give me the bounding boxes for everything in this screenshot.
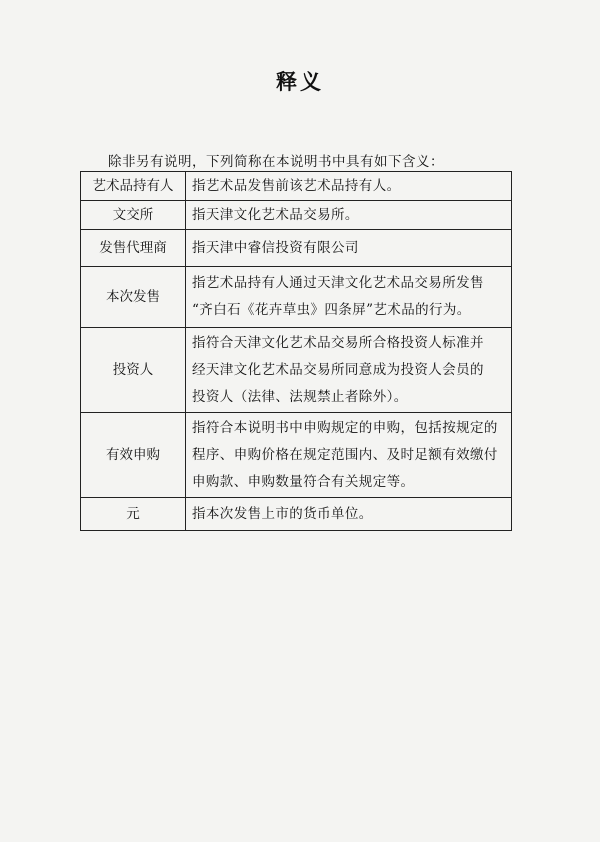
table-row: [81, 498, 512, 531]
definition-line: 指符合天津文化艺术品交易所合格投资人标准并: [192, 334, 484, 351]
term-cell: 发售代理商: [81, 230, 186, 267]
table-row: [81, 413, 512, 498]
definitions-table: [80, 171, 512, 531]
definition-line: 指艺术品持有人通过天津文化艺术品交易所发售: [192, 275, 484, 291]
term-cell: 文交所: [81, 201, 186, 230]
term-cell: 本次发售: [81, 267, 186, 328]
definition-line: 指天津文化艺术品交易所。: [192, 206, 359, 223]
definition-cell: [186, 201, 512, 230]
definition-line: 指符合本说明书中申购规定的申购，包括按规定的: [192, 419, 498, 436]
table-row: [81, 267, 512, 328]
definition-cell: [186, 413, 512, 498]
term-cell: 投资人: [81, 328, 186, 413]
page-title: 释义: [276, 70, 324, 94]
definition-cell: [186, 328, 512, 413]
term-cell: 元: [81, 498, 186, 531]
definition-line: 指天津中睿信投资有限公司: [192, 239, 359, 256]
definition-cell: [186, 498, 512, 531]
table-row: [81, 230, 512, 267]
definition-line: 申购款、申购数量符合有关规定等。: [192, 473, 415, 490]
definition-cell: [186, 267, 512, 328]
table-row: [81, 172, 512, 201]
definition-line: 投资人（法律、法规禁止者除外）。: [192, 388, 408, 405]
intro-text: 除非另有说明，下列简称在本说明书中具有如下含义：: [108, 154, 444, 170]
definition-line: 指本次发售上市的货币单位。: [192, 505, 373, 522]
definition-cell: [186, 230, 512, 267]
definition-line: 指艺术品发售前该艺术品持有人。: [192, 177, 401, 194]
term-cell: 有效申购: [81, 413, 186, 498]
table-row: [81, 328, 512, 413]
table-row: [81, 201, 512, 230]
definition-line: 程序、申购价格在规定范围内、及时足额有效缴付: [192, 446, 498, 463]
definition-line: “齐白石《花卉草虫》四条屏”艺术品的行为。: [192, 302, 471, 318]
term-cell: 艺术品持有人: [81, 172, 186, 201]
definition-cell: [186, 172, 512, 201]
definition-line: 经天津文化艺术品交易所同意成为投资人会员的: [192, 361, 484, 378]
